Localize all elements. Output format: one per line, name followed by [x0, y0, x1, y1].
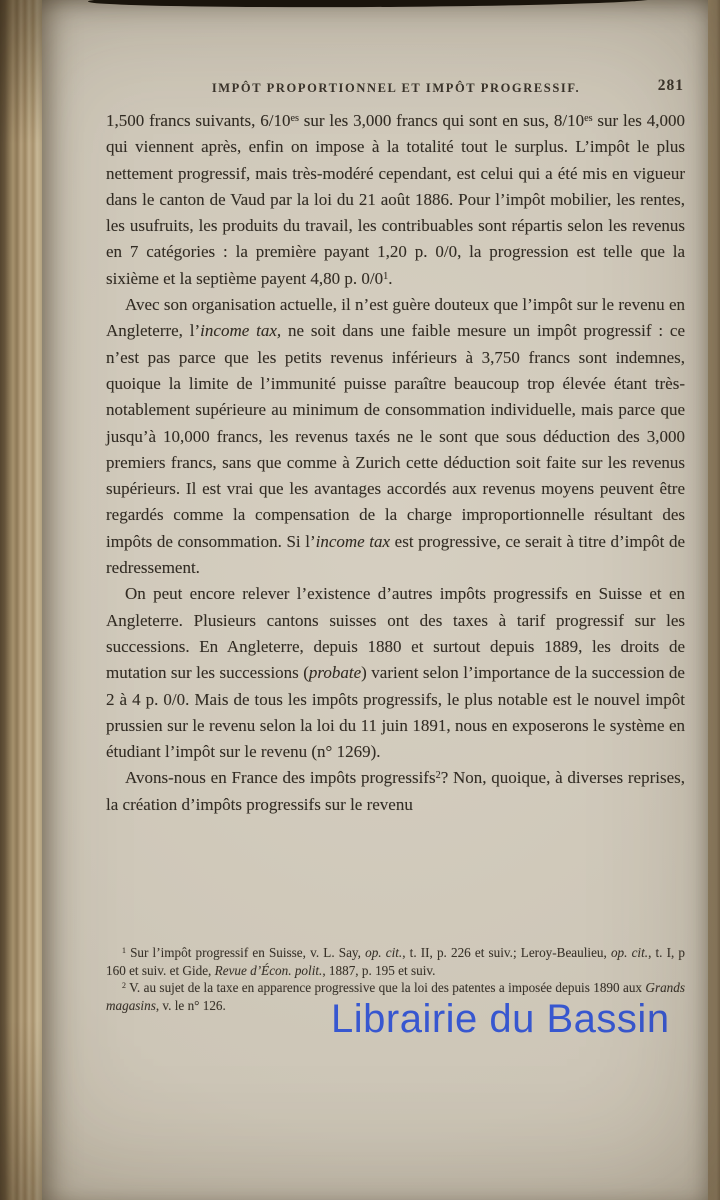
paragraph: Avons-nous en France des impôts progressifs$^2$? Non, quoique, à diverses reprises, la création d’impôts progressifs sur le revenu [106, 768, 685, 814]
page-edge-right [708, 0, 720, 1200]
footnote: $^1$ Sur l’impôt progressif en Suisse, v. L. Say, op. cit., t. II, p. 226 et suiv.; Leroy-Beaulieu, op. cit., t. I, p 160 et suiv. et Gide, Revue d’Écon. polit., 1887, p. 195 et suiv. [106, 945, 686, 978]
page-header [106, 79, 686, 97]
book-page-edges-left [0, 0, 42, 1200]
paragraph: On peut encore relever l’existence d’autres impôts progressifs en Suisse et en Angleterre. Plusieurs cantons suisses ont des taxes à tarif progressif sur les successions. En Angleterre, depuis 1880 et surtout depuis 1889, les droits de mutation sur les successions (probate) varient selon l’importance de la succession de 2 à 4 p. 0/0. Mais de tous les impôts progressifs, le plus notable est le nouvel impôt prussien sur le revenu selon la loi du 11 juin 1891, nous en exposerons le système en étudiant l’impôt sur le revenu (n° 1269). [106, 584, 685, 762]
paragraph: Avec son organisation actuelle, il n’est guère douteux que l’impôt sur le revenu en Angleterre, l’income tax, ne soit dans une faible mesure un impôt progressif : ce n’est pas parce que les petits revenus inférieurs à 3,750 francs sont indemnes, quoique la limite de l’immunité puisse paraître beaucoup trop élevée étant très-notablement supérieure au minimum de consommation individuelle, mais parce que jusqu’à 10,000 francs, les revenus taxés ne le sont que sous déduction des 3,000 premiers francs, sans que comme à Zurich cette déduction soit faite sur les revenus supérieurs. Il est vrai que les avantages accordés aux revenus moyens peuvent être regardés comme la compensation de la charge improportionnelle résultant des impôts de consommation. Si l’income tax est progressive, ce serait à titre d’impôt de redressement. [106, 295, 686, 578]
bookseller-watermark: Librairie du Bassin [331, 997, 670, 1041]
body-text [106, 108, 685, 818]
running-header-title: IMPÔT PROPORTIONNEL ET IMPÔT PROGRESSIF. [211, 81, 581, 95]
page-number: 281 [657, 77, 684, 94]
paragraph: 1,500 francs suivants, $6/10^{es}$ sur les 3,000 francs qui sont en sus, $8/10^{es}$ sur les 4,000 qui viennent après, enfin on impose à la totalité tout le surplus. L’impôt le plus nettement progressif, mais très-modéré cependant, est celui qui a été mis en vigueur dans le canton de Vaud par la loi du 21 août 1886. Pour l’impôt mobilier, les rentes, les usufruits, les produits du travail, les contribuables sont répartis selon les revenus en 7 catégories : la première payant 1,20 p. 0/0, la progression est telle que la sixième et la septième payent 4,80 p. $0/0^1$. [106, 111, 685, 288]
footnote: $^2$ V. au sujet de la taxe en apparence progressive que la loi des patentes a imposée depuis 1890 aux Grands magasins, v. le n° 126. [106, 980, 685, 1013]
